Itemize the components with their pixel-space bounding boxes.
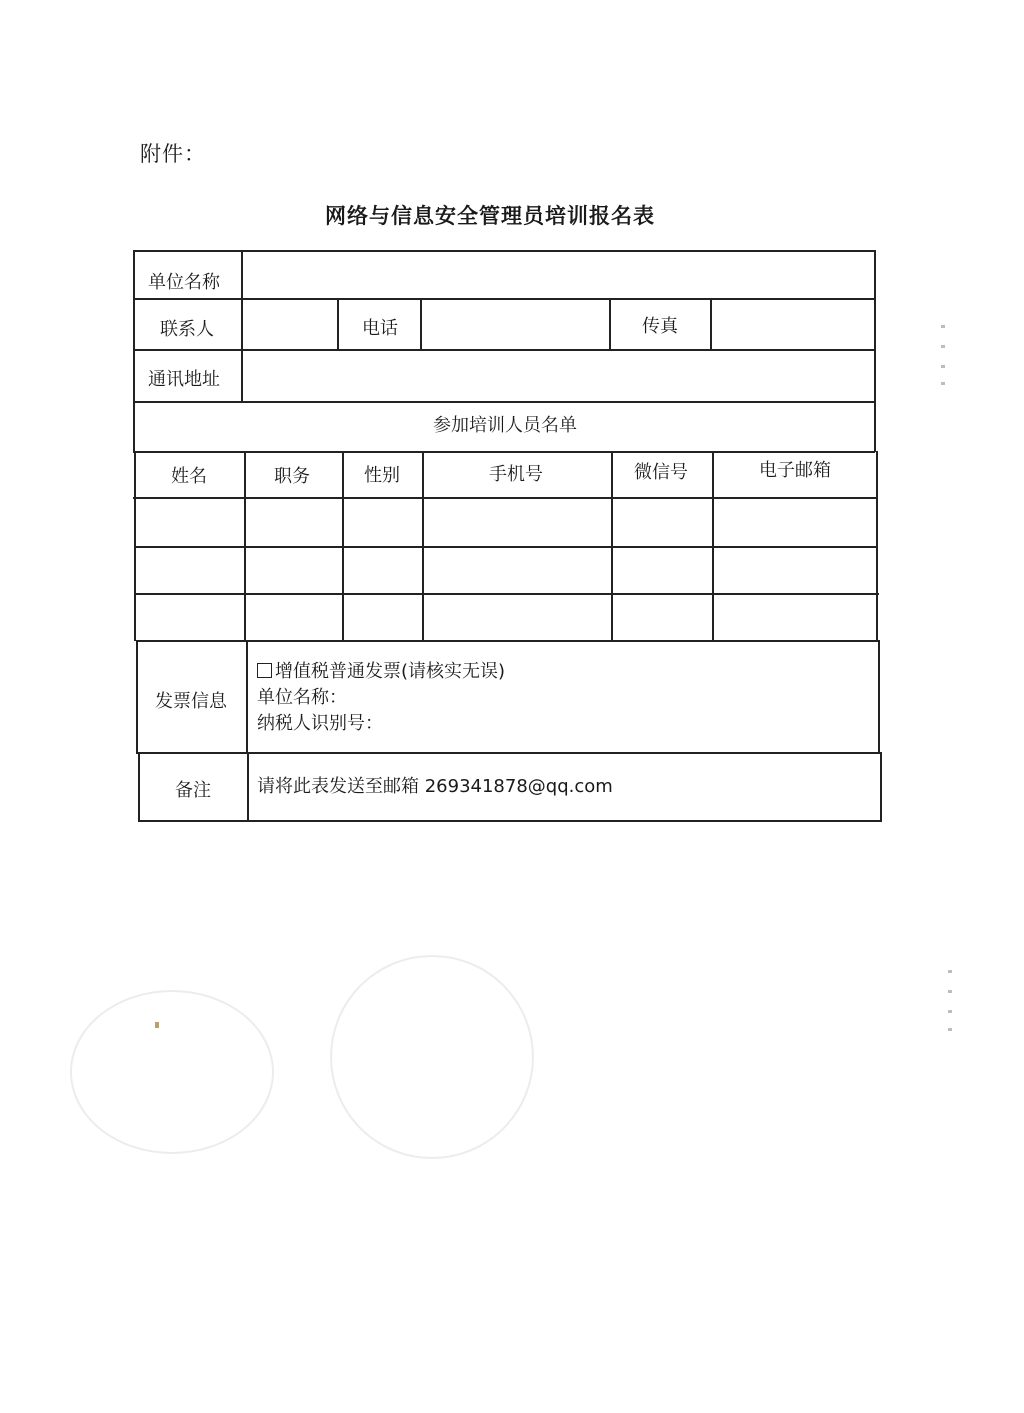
column-header-name: 姓名	[171, 466, 207, 487]
address-field[interactable]	[244, 351, 872, 400]
column-header-email: 电子邮箱	[759, 460, 831, 481]
table-row[interactable]	[137, 548, 877, 592]
column-header-gender: 性别	[364, 465, 400, 486]
unit-name-field[interactable]	[244, 252, 872, 297]
invoice-info	[257, 659, 505, 737]
column-header-wechat: 微信号	[634, 462, 688, 483]
column-header-position: 职务	[274, 466, 310, 487]
form-title: 网络与信息安全管理员培训报名表	[325, 204, 655, 228]
unit-name-label: 单位名称	[148, 272, 220, 293]
fax-label: 传真	[642, 316, 678, 337]
invoice-taxpayer-id: 纳税人识别号：	[257, 713, 383, 734]
phone-field[interactable]	[423, 300, 608, 348]
address-label: 通讯地址	[148, 369, 220, 390]
contact-field[interactable]	[244, 300, 336, 348]
attachment-label: 附件：	[140, 142, 206, 166]
remark-label: 备注	[175, 780, 211, 801]
fax-field[interactable]	[713, 300, 873, 348]
table-row[interactable]	[138, 595, 878, 639]
remark-text: 请将此表发送至邮箱 269341878@qq.com	[257, 776, 613, 797]
invoice-checkbox[interactable]	[257, 663, 272, 678]
invoice-type-line[interactable]	[257, 659, 505, 685]
roster-heading: 参加培训人员名单	[433, 415, 577, 436]
table-row[interactable]	[136, 499, 876, 545]
column-header-mobile: 手机号	[489, 464, 543, 485]
invoice-unit-name: 单位名称：	[257, 687, 347, 708]
invoice-label: 发票信息	[155, 691, 227, 712]
phone-label: 电话	[362, 318, 398, 339]
contact-label: 联系人	[160, 319, 214, 340]
invoice-type-text: 增值税普通发票(请核实无误)	[275, 661, 506, 682]
